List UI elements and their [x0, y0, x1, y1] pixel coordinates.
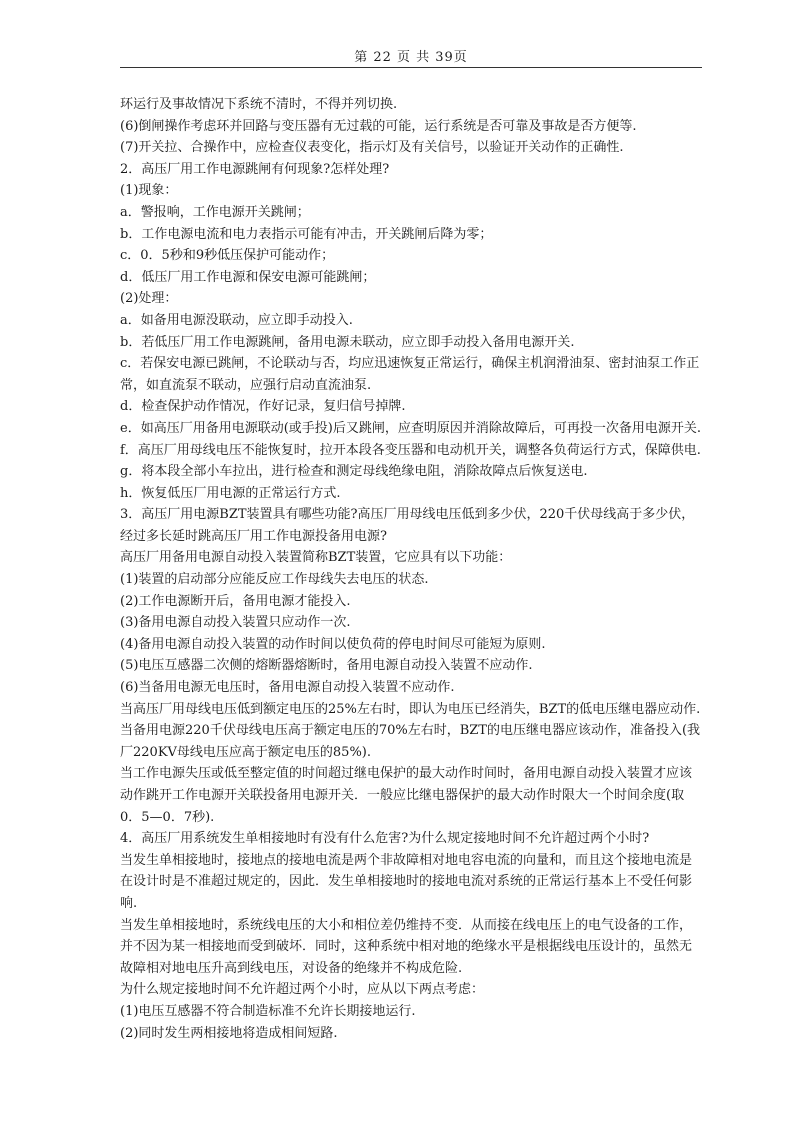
list-item: (6)当备用电源无电压时，备用电源自动投入装置不应动作. — [120, 680, 455, 696]
paragraph: 当发生单相接地时，系统线电压的大小和相位差仍维持不变．从而接在线电压上的电气设备的工作，并不因为某一相接地而受到破坏．同时，这种系统中相对地的绝缘水平是根据线电压设计的，虽然无故障相对地电压升高到线电压，对设备的绝缘并不构成危险. — [120, 917, 693, 976]
list-item: c．0．5秒和9秒低压保护可能动作； — [120, 248, 335, 264]
list-item: (3)备用电源自动投入装置只应动作一次. — [120, 615, 351, 631]
list-item: d．低压厂用工作电源和保安电源可能跳闸； — [120, 269, 376, 285]
list-item: e．如高压厂用备用电源联动(或手投)后又跳闸，应查明原因并消除故障后，可再投一次备用电源开关. — [120, 420, 701, 436]
section-question: 4．高压厂用系统发生单相接地时有没有什么危害?为什么规定接地时间不允许超过两个小时? — [120, 831, 650, 847]
document-body — [120, 94, 702, 1044]
list-item: (1)电压互感器不符合制造标准不允许长期接地运行. — [120, 1003, 416, 1019]
paragraph: 当备用电源220千伏母线电压高于额定电压的70%左右时，BZT的电压继电器应该动作，准备投入(我厂220KV母线电压应高于额定电压的85%). — [120, 723, 701, 760]
section-question: 3．高压厂用电源BZT装置具有哪些功能?高压厂用母线电压低到多少伏，220千伏母线高于多少伏，经过多长延时跳高压厂用工作电源投备用电源? — [120, 507, 695, 544]
header-divider — [120, 67, 702, 68]
list-item: a．警报响，工作电源开关跳闸； — [120, 204, 310, 220]
section-question: 2．高压厂用工作电源跳闸有何现象?怎样处理? — [120, 161, 390, 177]
paragraph: 当高压厂用母线电压低到额定电压的25%左右时，即认为电压已经消失，BZT的低电压继电器应动作. — [120, 701, 701, 717]
list-item: b．若低压厂用工作电源跳闸，备用电源未联动，应立即手动投入备用电源开关. — [120, 334, 575, 350]
paragraph: 当发生单相接地时，接地点的接地电流是两个非故障相对地电容电流的向量和，而且这个接地电流是在设计时是不准超过规定的，因此．发生单相接地时的接地电流对系统的正常运行基本上不受任何影响. — [120, 852, 693, 911]
list-item: d．检查保护动作情况，作好记录，复归信号掉牌. — [120, 399, 406, 415]
list-item: c．若保安电源已跳闸，不论联动与否，均应迅速恢复正常运行，确保主机润滑油泵、密封油泵工作正常，如直流泵不联动，应强行启动直流油泵. — [120, 356, 700, 393]
list-item: f．高压厂用母线电压不能恢复时，拉开本段各变压器和电动机开关，调整各负荷运行方式，保障供电. — [120, 442, 701, 458]
paragraph: 为什么规定接地时间不允许超过两个小时，应从以下两点考虑： — [120, 982, 485, 998]
list-item: (1)装置的启动部分应能反应工作母线失去电压的状态. — [120, 572, 429, 588]
paragraph: (1)现象： — [120, 183, 178, 199]
paragraph: (7)开关拉、合操作中，应检查仪表变化，指示灯及有关信号，以验证开关动作的正确性. — [120, 140, 624, 156]
list-item: (5)电压互感器二次侧的熔断器熔断时，备用电源自动投入装置不应动作. — [120, 658, 533, 674]
list-item: h．恢复低压厂用电源的正常运行方式. — [120, 485, 341, 501]
list-item: g．将本段全部小车拉出，进行检查和测定母线绝缘电阻，消除故障点后恢复送电. — [120, 464, 588, 480]
paragraph: (6)倒闸操作考虑环并回路与变压器有无过载的可能，运行系统是否可靠及事故是否方便等. — [120, 118, 637, 134]
paragraph: (2)处理： — [120, 291, 178, 307]
paragraph: 环运行及事故情况下系统不清时，不得并列切换. — [120, 97, 398, 112]
paragraph: 高压厂用备用电源自动投入装置简称BZT装置，它应具有以下功能： — [120, 550, 512, 566]
list-item: (2)同时发生两相接地将造成相间短路. — [120, 1025, 338, 1041]
paragraph: 当工作电源失压或低至整定值的时间超过继电保护的最大动作时间时，备用电源自动投入装置才应该动作跳开工作电源开关联投备用电源开关．一般应比继电器保护的最大动作时限大一个时间余度(取0．5—0．7秒). — [120, 766, 693, 825]
list-item: (4)备用电源自动投入装置的动作时间以使负荷的停电时间尽可能短为原则. — [120, 636, 546, 652]
list-item: (2)工作电源断开后，备用电源才能投入. — [120, 593, 351, 609]
page-number-header: 第 22 页 共 39页 — [354, 50, 468, 65]
list-item: a．如备用电源没联动，应立即手动投入. — [120, 312, 353, 328]
list-item: b．工作电源电流和电力表指示可能有冲击，开关跳闸后降为零； — [120, 226, 493, 242]
